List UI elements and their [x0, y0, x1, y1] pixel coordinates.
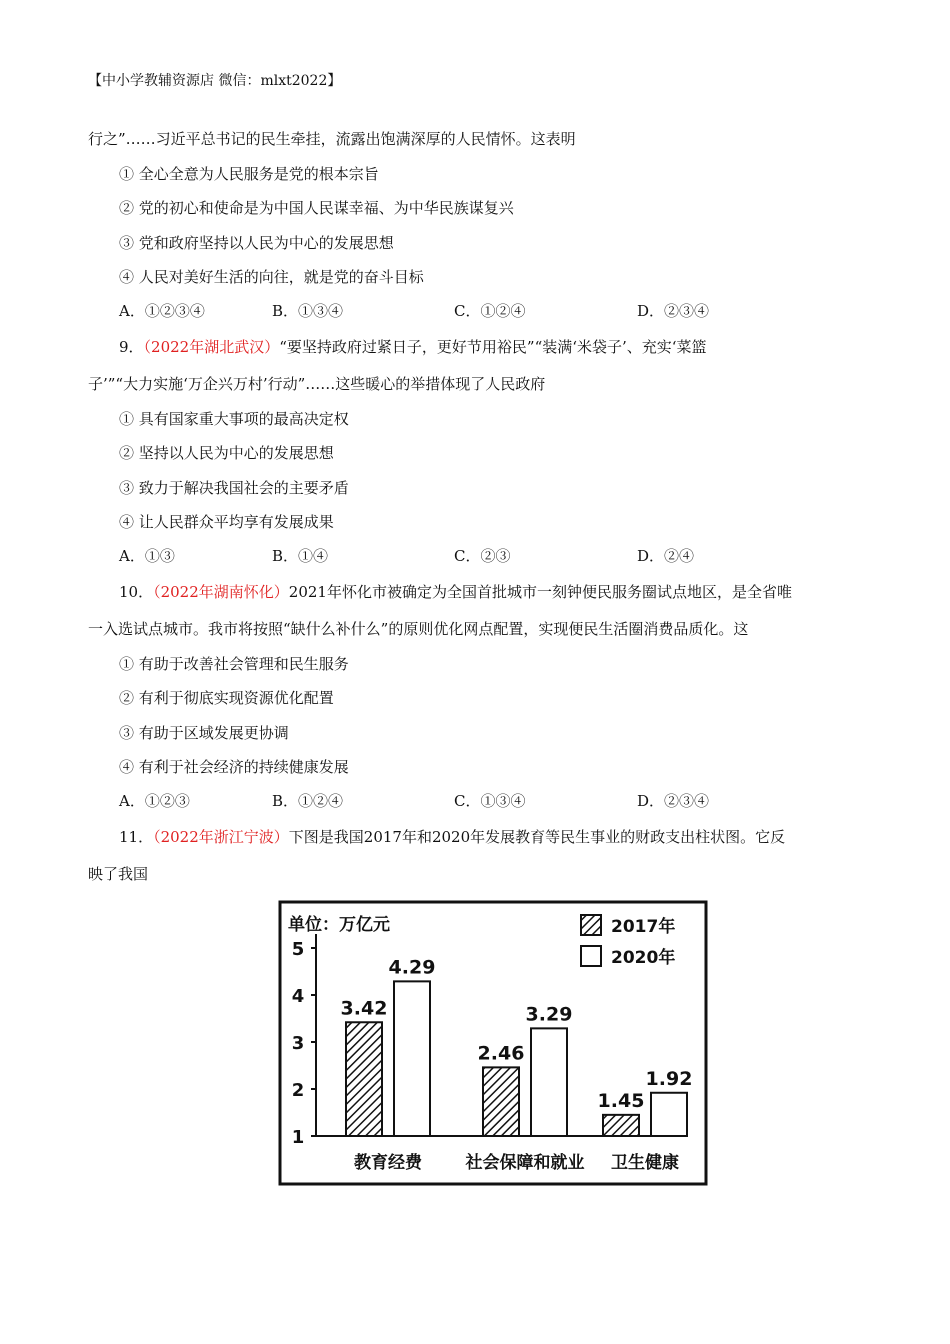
- bar-2017年-卫生健康: [603, 1115, 639, 1136]
- q9-item-4: ④ 让人民群众平均享有发展成果: [119, 513, 334, 531]
- q10-number: 10．: [119, 583, 154, 601]
- expenditure-bar-chart: [278, 900, 708, 1188]
- q10-stem-line-1: [119, 581, 792, 602]
- bar-value-label: 3.29: [525, 1003, 573, 1026]
- y-tick-label: 2: [291, 1080, 305, 1101]
- bar-value-label: 2.46: [477, 1042, 525, 1065]
- q8-stem: 行之”……习近平总书记的民生牵挂，流露出饱满深厚的人民情怀。这表明: [88, 130, 576, 148]
- legend-label-2020: 2020年: [611, 948, 676, 968]
- q8-option-a: A．①②③④: [119, 302, 205, 320]
- q9-item-1: ① 具有国家重大事项的最高决定权: [119, 410, 349, 428]
- bar-2017年-教育经费: [346, 1022, 382, 1136]
- q10-item-4: ④ 有利于社会经济的持续健康发展: [119, 758, 349, 776]
- category-label: 教育经费: [354, 1153, 422, 1173]
- q10-stem-text: 2021年怀化市被确定为全国首批城市一刻钟便民服务圈试点地区，是全省唯: [288, 583, 792, 601]
- bar-2020年-社会保障和就业: [531, 1028, 567, 1136]
- q10-item-3: ③ 有助于区域发展更协调: [119, 724, 289, 742]
- legend-label-2017: 2017年: [611, 917, 676, 937]
- y-tick-label: 5: [291, 939, 305, 960]
- category-label: 社会保障和就业: [465, 1153, 585, 1173]
- legend-swatch-2017: [581, 915, 601, 935]
- q9-source: （2022年湖北武汉）: [143, 338, 280, 356]
- bar-2020年-教育经费: [394, 981, 430, 1136]
- q8-option-c: C．①②④: [454, 302, 526, 320]
- q10-option-b: B．①②④: [272, 792, 344, 810]
- q10-option-a: A．①②③: [119, 792, 190, 810]
- q9-item-2: ② 坚持以人民为中心的发展思想: [119, 444, 334, 462]
- q9-number: 9．: [119, 338, 144, 356]
- q10-stem-line-2: 一入选试点城市。我市将按照“缺什么补什么”的原则优化网点配置，实现便民生活圈消费品质化。这: [88, 620, 749, 638]
- q9-option-c: C．②③: [454, 547, 511, 565]
- q10-item-2: ② 有利于彻底实现资源优化配置: [119, 689, 334, 707]
- legend-swatch-2020: [581, 946, 601, 966]
- q11-stem-line-2: 映了我国: [88, 865, 149, 883]
- bar-value-label: 1.45: [597, 1089, 645, 1112]
- q11-stem-text: 下图是我国2017年和2020年发展教育等民生事业的财政支出柱状图。它反: [288, 828, 786, 846]
- page-header: 【中小学教辅资源店 微信：mlxt2022】: [88, 73, 342, 89]
- q9-item-3: ③ 致力于解决我国社会的主要矛盾: [119, 479, 349, 497]
- bar-value-label: 4.29: [388, 956, 436, 979]
- q8-option-b: B．①③④: [272, 302, 344, 320]
- q9-stem-line-2: 子’”“大力实施‘万企兴万村’行动”……这些暖心的举措体现了人民政府: [88, 375, 546, 393]
- q11-source: （2022年浙江宁波）: [153, 828, 289, 846]
- q10-source: （2022年湖南怀化）: [153, 583, 289, 601]
- y-tick-label: 4: [291, 986, 305, 1007]
- q9-option-a: A．①③: [119, 547, 175, 565]
- q8-item-4: ④ 人民对美好生活的向往，就是党的奋斗目标: [119, 268, 424, 286]
- q9-option-b: B．①④: [272, 547, 329, 565]
- bar-value-label: 1.92: [645, 1067, 693, 1090]
- q9-stem-text: “要坚持政府过紧日子，更好节用裕民”“装满‘米袋子’、充实‘菜篮: [279, 338, 707, 356]
- q10-option-c: C．①③④: [454, 792, 526, 810]
- category-label: 卫生健康: [611, 1153, 679, 1173]
- chart-unit-label: 单位：万亿元: [288, 915, 390, 935]
- bar-value-label: 3.42: [340, 997, 388, 1020]
- q9-option-d: D．②④: [637, 547, 695, 565]
- y-tick-label: 1: [291, 1127, 305, 1148]
- q8-item-3: ③ 党和政府坚持以人民为中心的发展思想: [119, 234, 394, 252]
- q10-item-1: ① 有助于改善社会管理和民生服务: [119, 655, 349, 673]
- bar-2020年-卫生健康: [651, 1093, 687, 1136]
- q10-option-d: D．②③④: [637, 792, 710, 810]
- q11-stem-line-1: [119, 826, 785, 847]
- q8-item-1: ① 全心全意为人民服务是党的根本宗旨: [119, 165, 379, 183]
- q8-item-2: ② 党的初心和使命是为中国人民谋幸福、为中华民族谋复兴: [119, 199, 514, 217]
- q9-stem-line-1: [119, 336, 707, 357]
- y-tick-label: 3: [291, 1033, 305, 1054]
- bar-2017年-社会保障和就业: [483, 1067, 519, 1136]
- q8-option-d: D．②③④: [637, 302, 710, 320]
- q11-number: 11．: [119, 828, 154, 846]
